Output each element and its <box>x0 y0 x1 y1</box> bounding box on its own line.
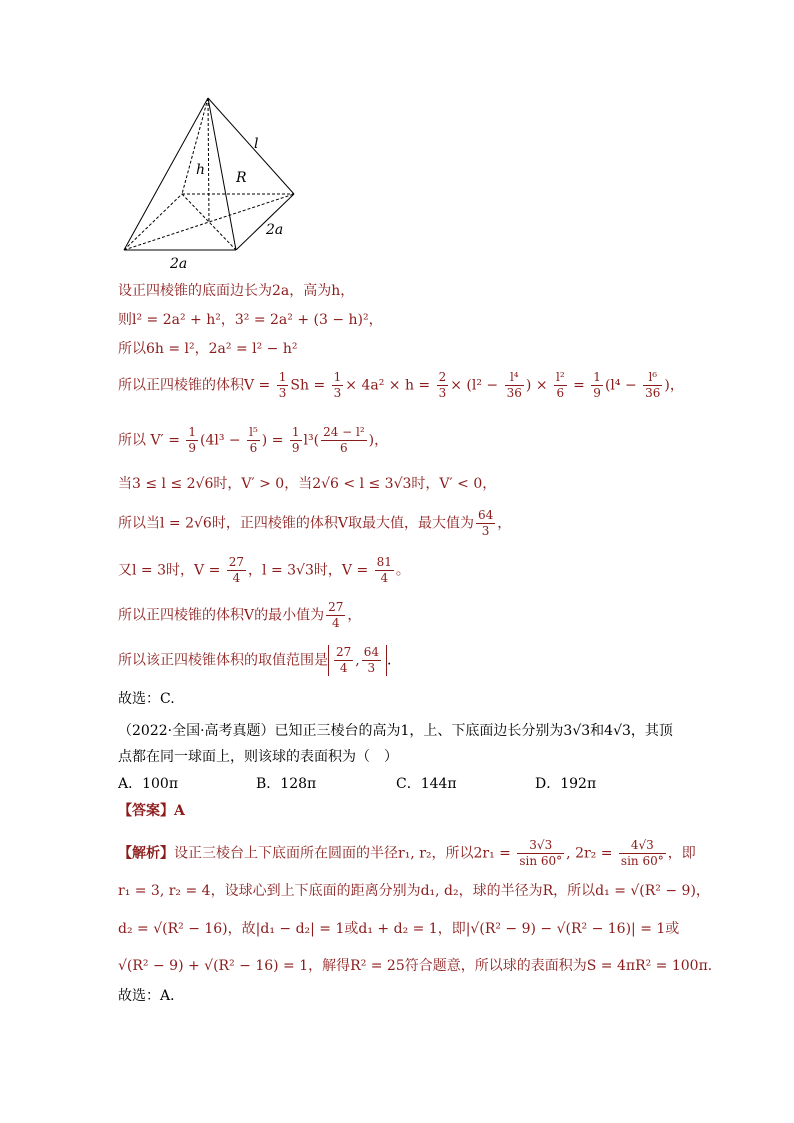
question-line-1: （2022·全国·高考真题）已知正三棱台的高为1，上、下底面边长分别为3√3和4√3，其顶 <box>118 723 673 739</box>
fraction <box>517 838 564 869</box>
denominator: 3 <box>333 386 342 400</box>
numerator: 24 − l² <box>323 425 365 439</box>
numerator: l⁵ <box>249 425 258 439</box>
denominator: 4 <box>232 571 241 585</box>
label-side-bottom: 2a <box>170 256 188 272</box>
text: 所以该正四棱锥体积的取值范围是 <box>118 652 328 669</box>
text: 又l = 3时，V = <box>118 562 225 579</box>
height-line <box>208 98 209 222</box>
previous-answer: 故选：C. <box>118 691 175 707</box>
denominator: 3 <box>481 524 490 538</box>
text: × 4a² × h = <box>345 377 435 394</box>
solution-line-10 <box>118 645 391 676</box>
denominator: 3 <box>438 386 447 400</box>
text: ) × <box>525 377 552 394</box>
fraction <box>505 370 524 401</box>
text: ， <box>497 515 512 532</box>
text: ， <box>347 607 362 624</box>
solution-line-1: 设正四棱锥的底面边长为2a，高为h， <box>118 283 355 299</box>
analysis-line-1 <box>118 838 696 869</box>
denominator: 4 <box>339 661 348 675</box>
fraction <box>476 508 495 539</box>
fraction <box>247 425 260 456</box>
analysis-line-2: r₁ = 3, r₂ = 4，设球心到上下底面的距离分别为d₁, d₂，球的半径为R，所以d₁ = √(R² − 9)， <box>118 883 710 899</box>
solution-line-3: 所以6h = l²，2a² = l² − h² <box>118 341 298 357</box>
denominator: 36 <box>506 386 522 400</box>
fraction <box>437 370 449 401</box>
pyramid-figure <box>118 92 308 272</box>
solution-line-5 <box>118 425 388 456</box>
fraction <box>334 645 353 676</box>
fraction <box>643 370 662 401</box>
denominator: 6 <box>249 441 258 455</box>
text: V = <box>244 377 275 394</box>
hidden-edge-back-left <box>124 194 182 250</box>
solution-line-4 <box>118 370 684 401</box>
text: )， <box>664 377 684 394</box>
text: (l⁴ − <box>604 377 642 394</box>
label-h: h <box>196 162 206 178</box>
interval-bracket <box>328 645 387 676</box>
numerator: 27 <box>328 600 344 614</box>
option-d: D．192π <box>535 776 597 792</box>
hidden-edge-apex-back <box>182 98 208 194</box>
denominator: 36 <box>645 386 661 400</box>
text: , 2r₂ = <box>566 845 617 862</box>
solution-line-6: 当3 ≤ l ≤ 2√6时，V′ > 0，当2√6 < l ≤ 3√3时，V′ < 0， <box>118 476 497 492</box>
solution-line-7 <box>118 508 511 539</box>
text: l³( <box>303 432 320 449</box>
option-b: B．128π <box>256 776 317 792</box>
numerator: 1 <box>333 370 342 384</box>
text: 所以正四棱锥的体积V的最小值为 <box>118 607 325 624</box>
denominator: 3 <box>367 661 376 675</box>
text: 设正三棱台上下底面所在圆面的半径r₁, r₂，所以2r₁ = <box>174 845 516 862</box>
fraction <box>591 370 603 401</box>
denominator: 4 <box>331 616 340 630</box>
fraction <box>326 600 345 631</box>
numerator: 1 <box>593 370 601 384</box>
answer-label: 【答案】A <box>118 803 185 819</box>
denominator: 6 <box>340 441 348 455</box>
fraction <box>554 370 567 401</box>
option-a: A．100π <box>118 776 179 792</box>
text: ，l = 3√3时，V = <box>248 562 373 579</box>
numerator: 4√3 <box>619 838 666 854</box>
text: 所以正四棱锥的体积 <box>118 377 244 394</box>
denominator: 9 <box>593 386 601 400</box>
solution-line-8 <box>118 555 410 586</box>
numerator: 64 <box>477 508 494 522</box>
numerator: 1 <box>291 425 300 439</box>
analysis-line-4: √(R² − 9) + √(R² − 16) = 1，解得R² = 25符合题意，所以球的表面积为S = 4πR² = 100π． <box>118 958 722 974</box>
text: 所以当l = 2√6时，正四棱锥的体积V取最大值，最大值为 <box>118 515 474 532</box>
denominator: sin 60° <box>620 854 664 868</box>
text: ) = <box>261 432 288 449</box>
options-row <box>118 773 678 795</box>
numerator: l⁴ <box>505 370 524 386</box>
text: 所以 V′ = <box>118 432 185 449</box>
text: ，即 <box>667 845 696 862</box>
text: )， <box>368 432 389 449</box>
fraction <box>290 425 302 456</box>
solution-line-2: 则l² = 2a² + h²，3² = 2a² + (3 − h)²， <box>118 312 383 328</box>
hidden-diagonal-2 <box>182 194 236 250</box>
edge-apex-right <box>208 98 294 194</box>
numerator: 2 <box>438 370 447 384</box>
fraction <box>321 425 367 456</box>
label-side-right: 2a <box>266 222 284 238</box>
denominator: sin 60° <box>519 854 563 868</box>
fraction <box>186 425 198 456</box>
denominator: 9 <box>291 441 300 455</box>
denominator: 6 <box>556 386 565 400</box>
text: (4l³ − <box>200 432 246 449</box>
numerator: 1 <box>188 425 197 439</box>
option-c: C．144π <box>396 776 457 792</box>
numerator: 27 <box>336 645 352 659</box>
analysis-line-3: d₂ = √(R² − 16)，故|d₁ − d₂| = 1或d₁ + d₂ = 1，即|√(R² − 9) − √(R² − 16)| = 1或 <box>118 921 680 937</box>
numerator: 81 <box>376 555 392 569</box>
fraction <box>362 645 381 676</box>
numerator: 64 <box>363 645 380 659</box>
text: = <box>568 377 590 394</box>
fraction <box>277 370 289 401</box>
text: 。 <box>395 562 410 579</box>
denominator: 9 <box>188 441 197 455</box>
text: . <box>387 652 392 669</box>
numerator: 1 <box>278 370 287 384</box>
label-R: R <box>236 170 247 186</box>
analysis-label: 【解析】 <box>118 845 174 862</box>
fraction <box>227 555 246 586</box>
fraction <box>375 555 394 586</box>
denominator: 4 <box>380 571 389 585</box>
numerator: 27 <box>228 555 245 569</box>
fraction <box>332 370 344 401</box>
fraction <box>619 838 666 869</box>
numerator: 3√3 <box>517 838 564 854</box>
text: , <box>355 652 360 669</box>
edge-base-right <box>236 194 294 250</box>
text: Sh = <box>290 377 330 394</box>
numerator: l² <box>556 370 565 384</box>
denominator: 3 <box>278 386 287 400</box>
question-line-2: 点都在同一球面上，则该球的表面积为（ ） <box>118 749 398 765</box>
text: × (l² − <box>450 377 503 394</box>
final-answer: 故选：A． <box>118 988 185 1004</box>
edge-apex-front <box>208 98 236 250</box>
solution-line-9 <box>118 600 361 631</box>
numerator: l⁶ <box>643 370 662 386</box>
label-l: l <box>254 136 259 152</box>
